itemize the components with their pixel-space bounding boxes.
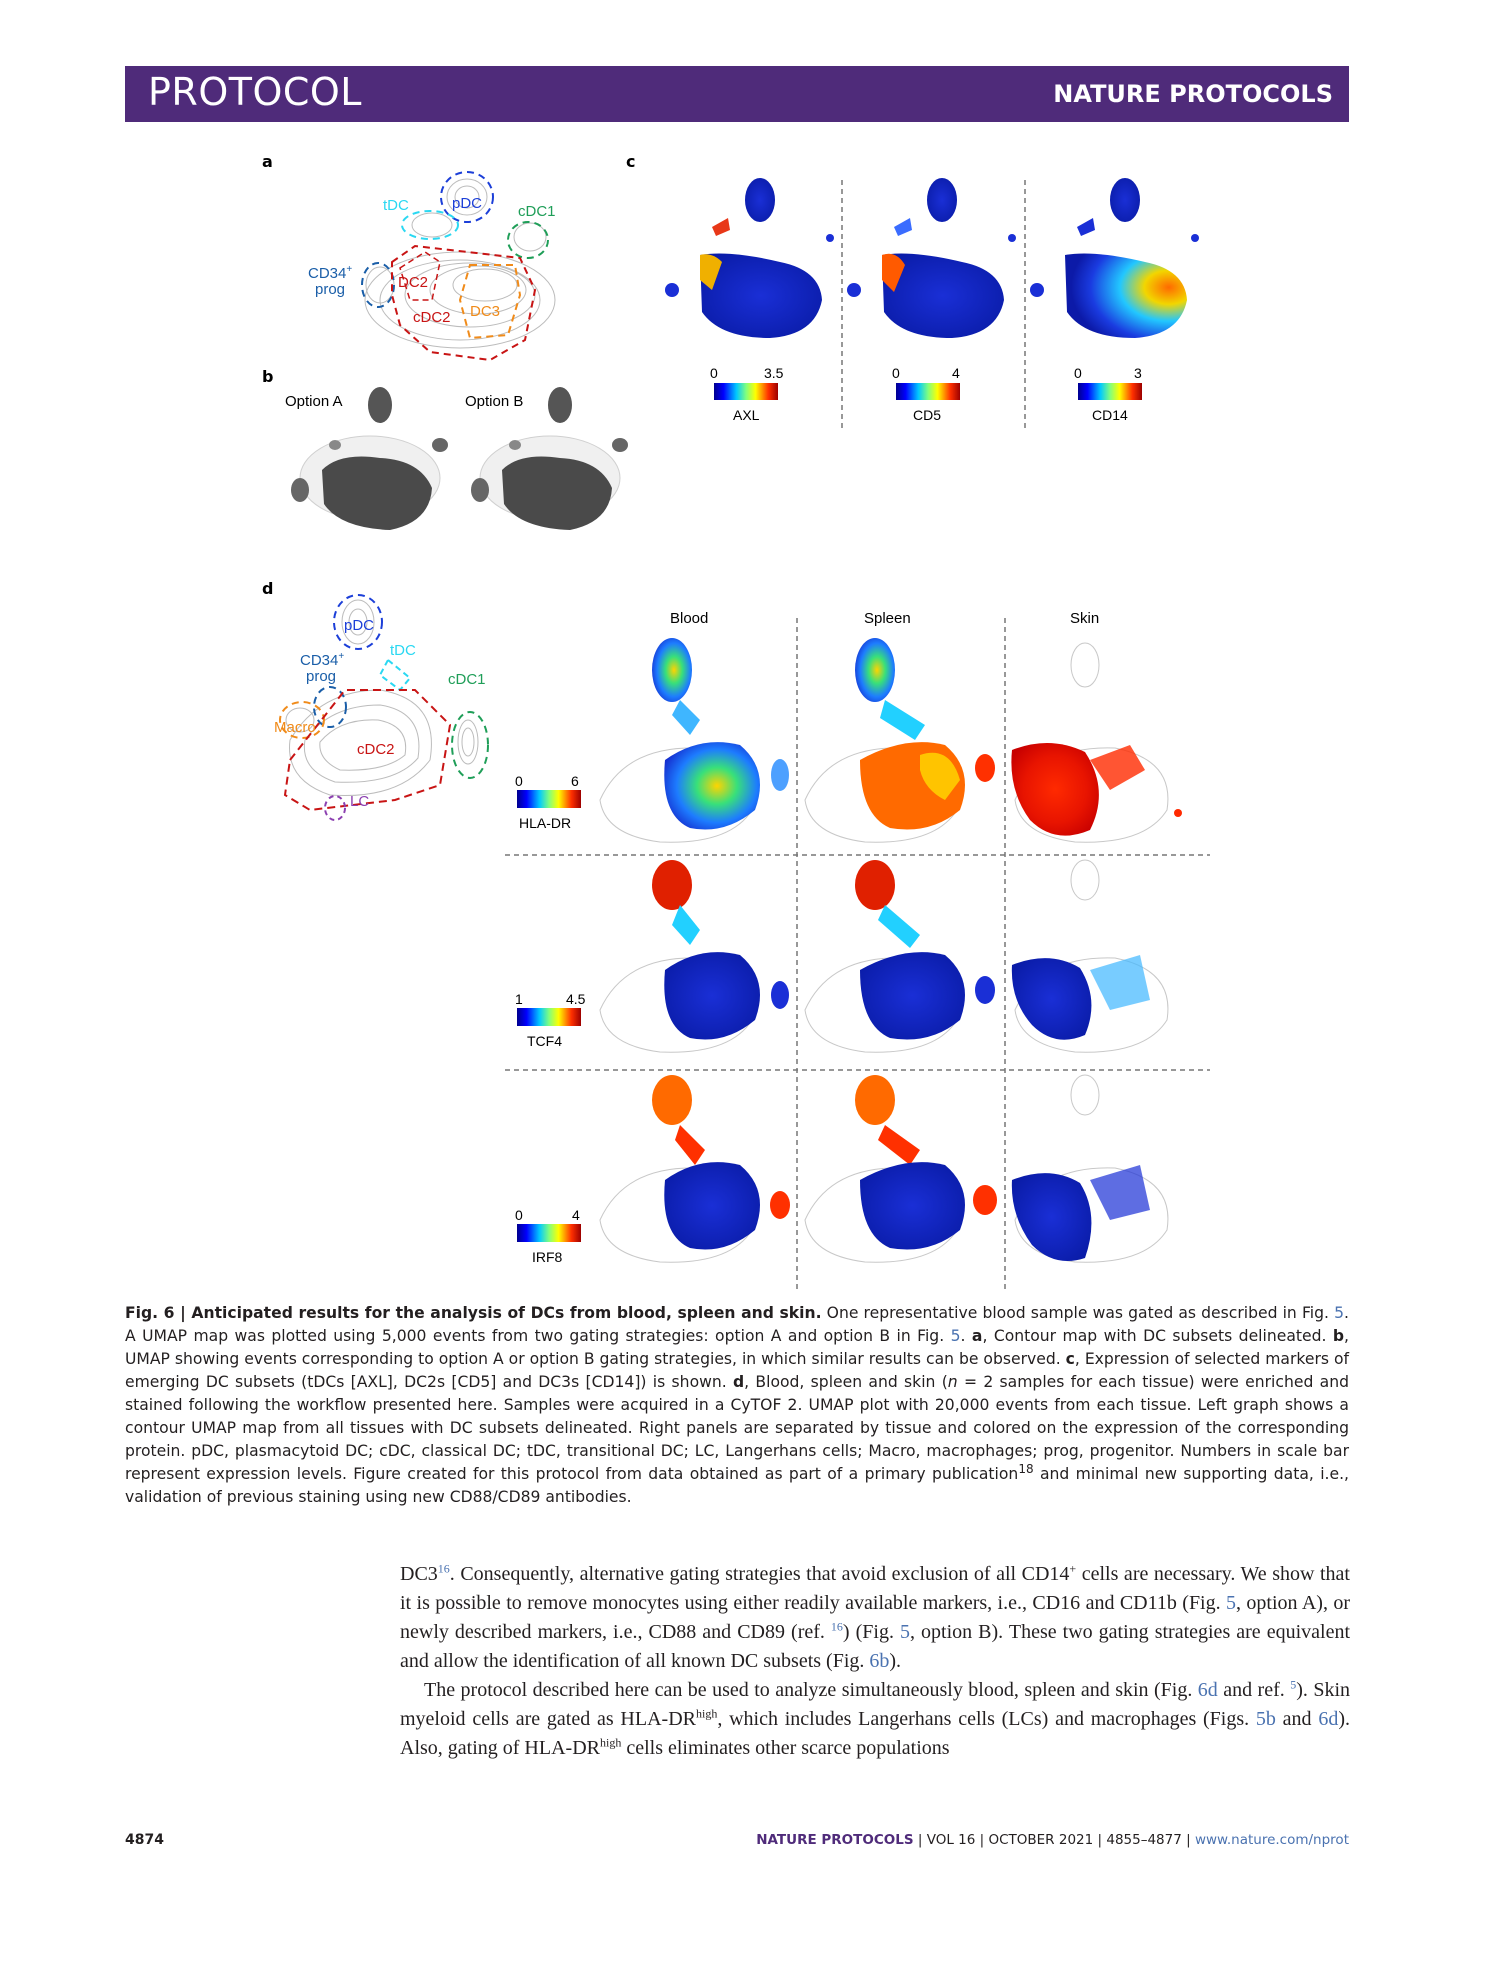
panel-label-c: c [626,152,636,171]
journal-url-link[interactable]: www.nature.com/nprot [1194,1832,1349,1848]
scale-marker: CD14 [1092,407,1128,423]
option-b-label: Option B [465,393,524,410]
footer-citation: NATURE PROTOCOLS | VOL 16 | OCTOBER 2021 | 4855–4877 | www.nature.com/nprot [756,1832,1349,1848]
ref-link[interactable]: 18 [1018,1461,1034,1476]
label-lc: LC [350,793,370,810]
row-irf8 [515,1075,1168,1265]
fig-link[interactable]: 6b [869,1650,890,1672]
fig-link[interactable]: 5b [1255,1708,1276,1730]
label-tdc: tDC [390,642,416,659]
fig-link[interactable]: 6d [1318,1708,1339,1730]
scale-marker: TCF4 [527,1033,562,1049]
scale-bar-cd5 [892,365,960,423]
paragraph: $DC3^{16}$. Consequently, alternative gating strategies that avoid exclusion of all CD14+ cells are necessary. We show that it is possible to remove monocytes using either readily available markers, i.e., CD16 and CD11b (Fig. 5, option A), or newly described markers, i.e., CD88 and CD89 (ref. $^{16}$) (Fig. 5, option B). These two gating strategies are equivalent and allow the identification of all known DC subsets (Fig. 6b). [400,1561,1351,1672]
scale-min: 0 [710,365,718,381]
label-dc3: DC3 [470,303,501,320]
figure-caption: Fig. 6 | Anticipated results for the analysis of DCs from blood, spleen and skin. One representative blood sample was gated as described in Fig. 5. A UMAP map was plotted using 5,000 events from two gating strategies: option A and option B in Fig. 5. a, Contour map with DC subsets delineated. b, UMAP showing events corresponding to option A or option B gating strategies, in which similar results can be observed. c, Expression of selected markers of emerging DC subsets (tDCs [AXL], DC2s [CD5] and DC3s [CD14]) is shown. d, Blood, spleen and skin (n = 2 samples for each tissue) were enriched and stained following the workflow presented here. Samples were acquired in a CyTOF 2. UMAP plot with 20,000 events from each tissue. Left graph shows a contour UMAP map from all tissues with DC subsets delineated. Right panels are separated by tissue and colored on the expression of the corresponding protein. pDC, plasmacytoid DC; cDC, classical DC; tDC, transitional DC; LC, Langerhans cells; Macro, macrophages; prog, progenitor. Numbers in scale bar represent expression levels. Figure created for this protocol from data obtained as part of a primary publication$^{18}$ and minimal new supporting data, i.e., validation of previous staining using new CD88/CD89 antibodies. [125,1304,1350,1506]
scale-max: 4 [572,1207,580,1223]
scale-min: 0 [892,365,900,381]
label-cdc2: cDC2 [357,741,395,758]
scale-bar-irf8 [515,1207,581,1265]
ref-link[interactable]: 5 [1290,1677,1297,1692]
panel-b-umap [285,387,628,530]
scale-min: 0 [1074,365,1082,381]
umap-skin-irf8 [1012,1075,1168,1262]
umap-blood-irf8 [600,1075,790,1262]
scale-max: 3 [1134,365,1142,381]
scale-bar-tcf4 [515,991,586,1049]
ref-link[interactable]: 16 [830,1619,843,1634]
umap-blood-hla-dr [600,638,789,842]
scale-bar-hla-dr [515,773,581,831]
panel-c [665,178,1199,428]
umap-spleen-tcf4 [805,860,995,1052]
umap-cd5 [847,178,1016,338]
panel-label-d: d [262,579,274,598]
label-tdc: tDC [383,197,409,214]
label-cd34: CD34+ [308,264,353,282]
scale-max: 3.5 [764,365,784,381]
scale-max: 4 [952,365,960,381]
scale-min: 0 [515,1207,523,1223]
umap-spleen-hla-dr [805,638,995,842]
fig-link[interactable]: 5 [1334,1304,1345,1322]
gate-tdc [402,211,458,239]
label-cdc1: cDC1 [448,671,486,688]
body-text [400,1560,1350,1763]
umap-skin-hla-dr [1011,643,1182,842]
fig-link[interactable]: 5 [1226,1592,1237,1614]
scale-bar-axl [710,365,784,423]
ref-link[interactable]: 16 [437,1561,450,1576]
gate-tdc [380,660,410,690]
panel-a-contour-map [308,172,556,360]
paragraph: The protocol described here can be used to analyze simultaneously blood, spleen and skin (Fig. 6d and ref. $^5$). Skin myeloid cells are gated as HLA-$DR^{high}$, which includes Langerhans cells (LCs) and macrophages (Figs. 5b and 6d). Also, gating of HLA-$DR^{high}$ cells eliminates other scarce populations [400,1677,1351,1759]
panel-label-a: a [262,152,273,171]
label-prog: prog [306,668,337,685]
scale-min: 1 [515,991,523,1007]
gate-cd34-prog [314,687,346,727]
page-number: 4874 [125,1832,164,1848]
label-cdc2: cDC2 [413,309,451,326]
option-a-label: Option A [285,393,343,410]
section-label: PROTOCOL [148,70,362,114]
label-pdc: pDC [452,195,483,212]
umap-axl [665,178,834,338]
scale-bar-cd14 [1074,365,1142,423]
label-pdc: pDC [344,617,375,634]
scale-min: 0 [515,773,523,789]
fig-link[interactable]: 5 [950,1327,961,1345]
fig-link[interactable]: 5 [900,1621,910,1643]
caption-title: Fig. 6 | Anticipated results for the analysis of DCs from blood, spleen and skin. [125,1304,822,1322]
tissue-label-skin: Skin [1070,610,1100,627]
umap-cd14 [1030,178,1199,338]
label-prog: prog [315,281,346,298]
tissue-label-spleen: Spleen [864,610,911,627]
umap-blood-tcf4 [600,860,789,1052]
scale-marker: HLA-DR [519,815,572,831]
journal-name: NATURE PROTOCOLS [1053,80,1333,108]
label-cd34: CD34+ [300,651,345,669]
fig-link[interactable]: 6d [1197,1679,1218,1701]
scale-max: 6 [571,773,579,789]
scale-marker: AXL [733,407,760,423]
scale-marker: IRF8 [532,1249,563,1265]
panel-label-b: b [262,367,274,386]
gate-cd34-prog [362,263,394,307]
scale-max: 4.5 [566,991,586,1007]
panel-d-contour-map [274,595,488,820]
label-macro: Macro [274,719,316,736]
label-cdc1: cDC1 [518,203,556,220]
scale-marker: CD5 [913,407,942,423]
umap-spleen-irf8 [805,1075,997,1262]
panel-d-grid [505,610,1210,1292]
umap-skin-tcf4 [1012,860,1168,1052]
gate-cdc1 [452,712,488,778]
tissue-label-blood: Blood [670,610,709,627]
row-tcf4 [515,860,1168,1052]
row-hla-dr [515,638,1182,842]
label-dc2: DC2 [398,274,429,291]
